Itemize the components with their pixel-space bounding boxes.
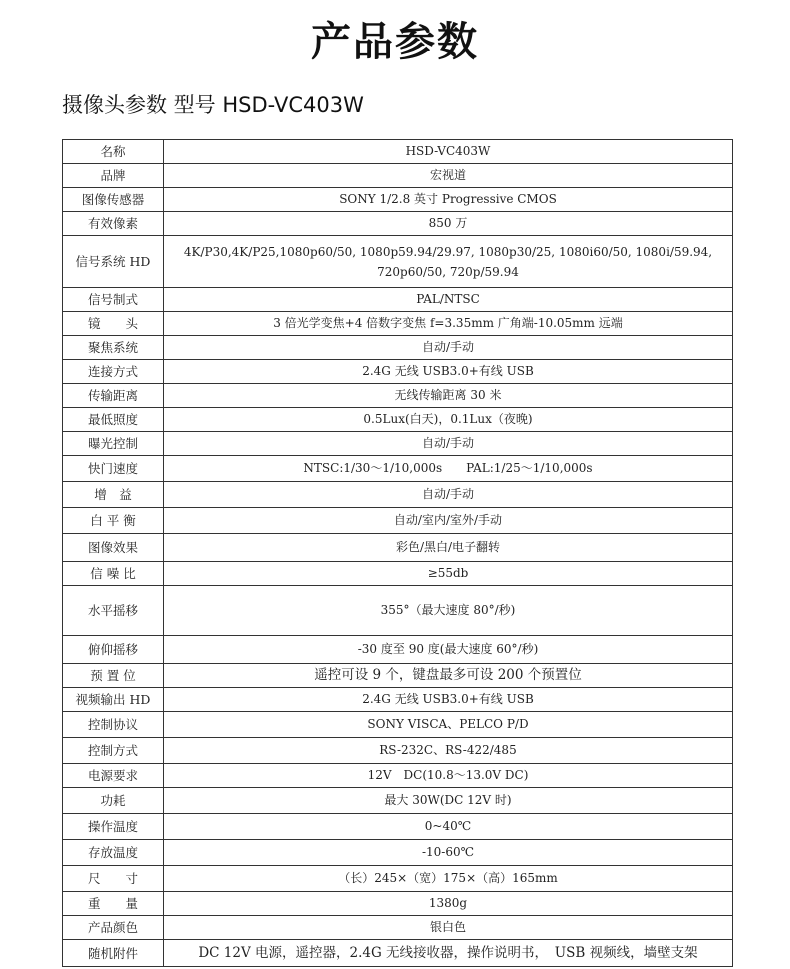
row-value: 2.4G 无线 USB3.0+有线 USB <box>164 688 733 712</box>
row-label: 操作温度 <box>63 814 164 840</box>
row-value: 0~40℃ <box>164 814 733 840</box>
row-value: -30 度至 90 度(最大速度 60°/秒) <box>164 636 733 664</box>
row-label: 重 量 <box>63 892 164 916</box>
spec-row-snr <box>63 562 733 586</box>
row-label: 控制协议 <box>63 712 164 738</box>
row-label: 信号制式 <box>63 288 164 312</box>
spec-row-focus <box>63 336 733 360</box>
row-label: 图像效果 <box>63 534 164 562</box>
spec-row-dimensions <box>63 866 733 892</box>
row-label: 信号系统 HD <box>63 236 164 288</box>
row-value: （长）245×（宽）175×（高）165mm <box>164 866 733 892</box>
row-label: 曝光控制 <box>63 432 164 456</box>
spec-row-tilt <box>63 636 733 664</box>
spec-row-exposure <box>63 432 733 456</box>
row-value: ≥55db <box>164 562 733 586</box>
row-label: 电源要求 <box>63 764 164 788</box>
row-label: 水平摇移 <box>63 586 164 636</box>
spec-row-color <box>63 916 733 940</box>
spec-row-power-consumption <box>63 788 733 814</box>
row-value: 850 万 <box>164 212 733 236</box>
row-label: 控制方式 <box>63 738 164 764</box>
row-value: 彩色/黑白/电子翻转 <box>164 534 733 562</box>
spec-row-preset <box>63 664 733 688</box>
row-value: 宏视道 <box>164 164 733 188</box>
model-subtitle: 摄像头参数 型号 HSD-VC403W <box>62 93 364 117</box>
row-value: 355°（最大速度 80°/秒) <box>164 586 733 636</box>
spec-row-signal-format <box>63 288 733 312</box>
row-value: 最大 30W(DC 12V 时) <box>164 788 733 814</box>
page-title: 产品参数 <box>311 19 479 65</box>
spec-row-image-effect <box>63 534 733 562</box>
row-label: 功耗 <box>63 788 164 814</box>
spec-table <box>62 139 733 967</box>
row-label: 信 噪 比 <box>63 562 164 586</box>
row-label: 视频输出 HD <box>63 688 164 712</box>
spec-row-shutter <box>63 456 733 482</box>
spec-row-name <box>63 140 733 164</box>
row-value: SONY VISCA、PELCO P/D <box>164 712 733 738</box>
spec-row-distance <box>63 384 733 408</box>
spec-row-video-output <box>63 688 733 712</box>
row-label: 品牌 <box>63 164 164 188</box>
spec-row-control-method <box>63 738 733 764</box>
spec-row-accessories <box>63 940 733 967</box>
spec-row-operating-temp <box>63 814 733 840</box>
spec-row-brand <box>63 164 733 188</box>
row-value: 自动/室内/室外/手动 <box>164 508 733 534</box>
row-value: 银白色 <box>164 916 733 940</box>
row-value: 自动/手动 <box>164 482 733 508</box>
row-label: 增 益 <box>63 482 164 508</box>
spec-row-power-supply <box>63 764 733 788</box>
row-value: RS-232C、RS-422/485 <box>164 738 733 764</box>
spec-row-pixels <box>63 212 733 236</box>
spec-row-pan <box>63 586 733 636</box>
row-value: PAL/NTSC <box>164 288 733 312</box>
row-label: 连接方式 <box>63 360 164 384</box>
row-value: NTSC:1/30～1/10,000s PAL:1/25～1/10,000s <box>164 456 733 482</box>
row-label: 快门速度 <box>63 456 164 482</box>
spec-row-weight <box>63 892 733 916</box>
row-label: 预 置 位 <box>63 664 164 688</box>
row-label: 图像传感器 <box>63 188 164 212</box>
row-value: -10-60℃ <box>164 840 733 866</box>
row-label: 随机附件 <box>63 940 164 967</box>
row-label: 镜 头 <box>63 312 164 336</box>
row-value: 0.5Lux(白天)，0.1Lux（夜晚) <box>164 408 733 432</box>
spec-row-white-balance <box>63 508 733 534</box>
row-value: 12V DC(10.8～13.0V DC) <box>164 764 733 788</box>
spec-row-gain <box>63 482 733 508</box>
row-value: 无线传输距离 30 米 <box>164 384 733 408</box>
row-label: 最低照度 <box>63 408 164 432</box>
row-label: 产品颜色 <box>63 916 164 940</box>
row-value: 2.4G 无线 USB3.0+有线 USB <box>164 360 733 384</box>
row-value: HSD-VC403W <box>164 140 733 164</box>
row-label: 俯仰摇移 <box>63 636 164 664</box>
row-value: 4K/P30,4K/P25,1080p60/50, 1080p59.94/29.97, 1080p30/25, 1080i60/50, 1080i/59.94, 720p60/50, 720p/59.94 <box>164 236 733 288</box>
row-value: 1380g <box>164 892 733 916</box>
spec-row-signal-system <box>63 236 733 288</box>
spec-row-protocol <box>63 712 733 738</box>
spec-row-min-illumination <box>63 408 733 432</box>
row-label: 存放温度 <box>63 840 164 866</box>
spec-row-lens <box>63 312 733 336</box>
row-label: 名称 <box>63 140 164 164</box>
row-value: SONY 1/2.8 英寸 Progressive CMOS <box>164 188 733 212</box>
row-value: 遥控可设 9 个，键盘最多可设 200 个预置位 <box>164 664 733 688</box>
spec-row-storage-temp <box>63 840 733 866</box>
spec-row-connection <box>63 360 733 384</box>
row-label: 尺 寸 <box>63 866 164 892</box>
row-value: 自动/手动 <box>164 432 733 456</box>
row-label: 聚焦系统 <box>63 336 164 360</box>
row-value: DC 12V 电源，遥控器，2.4G 无线接收器，操作说明书， USB 视频线，墙壁支架 <box>164 940 733 967</box>
row-label: 白 平 衡 <box>63 508 164 534</box>
spec-row-sensor <box>63 188 733 212</box>
row-value: 自动/手动 <box>164 336 733 360</box>
row-value: 3 倍光学变焦+4 倍数字变焦 f=3.35mm 广角端-10.05mm 远端 <box>164 312 733 336</box>
row-label: 传输距离 <box>63 384 164 408</box>
row-label: 有效像素 <box>63 212 164 236</box>
